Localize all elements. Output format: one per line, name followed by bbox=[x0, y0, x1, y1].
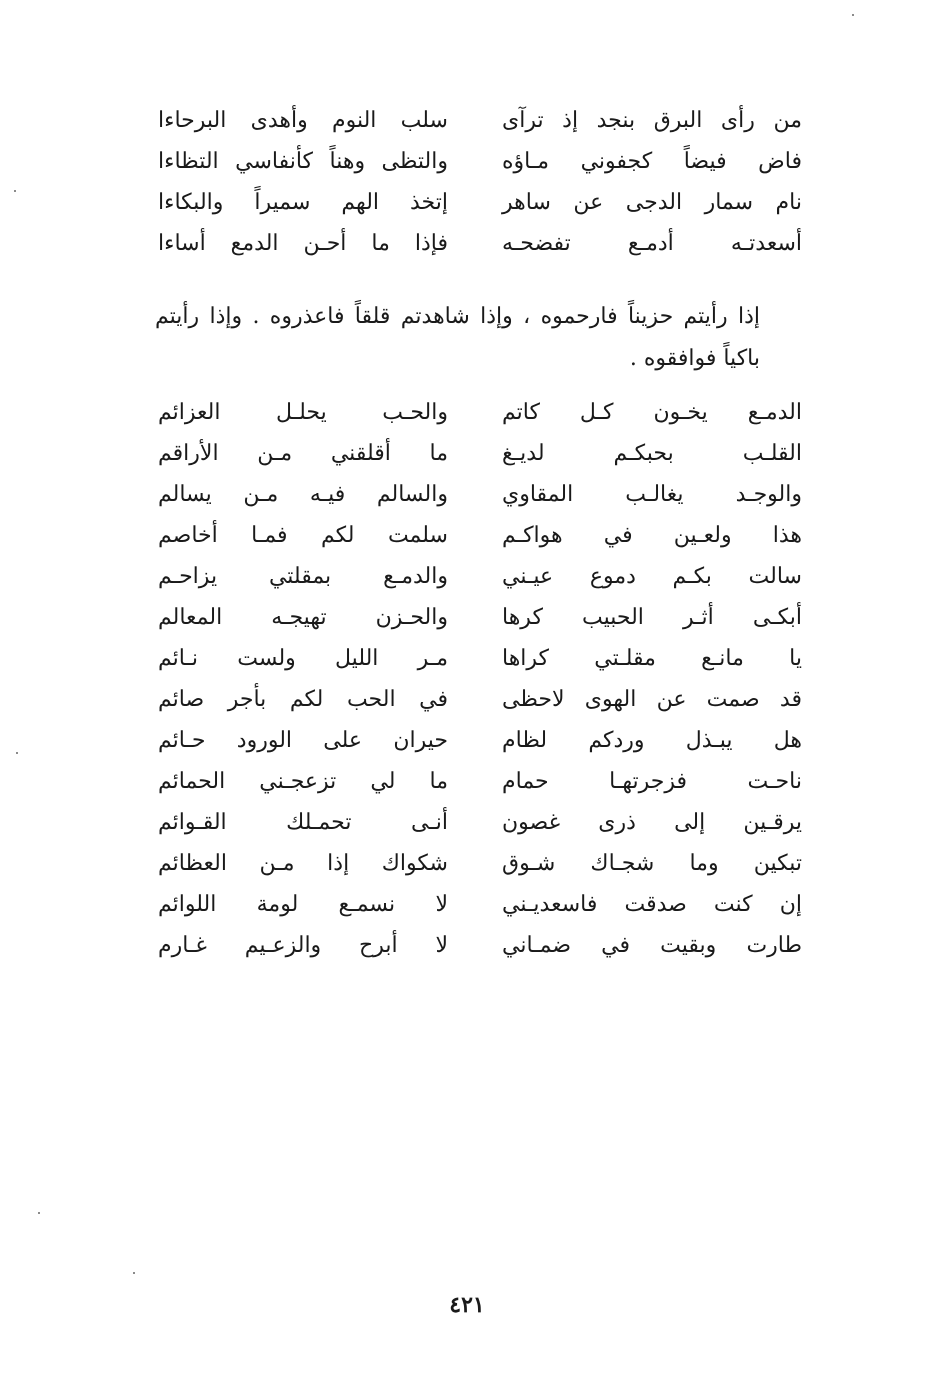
verse-second-hemistich: ما لي تزعجـني الحمائم bbox=[158, 769, 448, 794]
poem-verse bbox=[150, 100, 810, 141]
poem-verse bbox=[150, 925, 810, 966]
page-number: ٤٢١ bbox=[449, 1292, 485, 1318]
verse-first-hemistich: أبكـى أثـر الحبيب كرها bbox=[502, 605, 802, 630]
paper-speck bbox=[133, 1272, 135, 1274]
verse-second-hemistich: والحـزن تهيجـه المعالم bbox=[158, 605, 448, 630]
verse-first-hemistich: من رأى البرق بنجد إذ ترآى bbox=[502, 108, 802, 133]
paper-speck bbox=[16, 752, 18, 754]
verse-first-hemistich: تبكين وما شجـاك شـوق bbox=[502, 851, 802, 876]
verse-second-hemistich: فإذا ما أحـن الدمع أساءا bbox=[158, 231, 448, 256]
verse-second-hemistich: والحـب يحلـل العزائم bbox=[158, 400, 448, 425]
verse-second-hemistich: أنـى تحمـلك القـوائم bbox=[158, 810, 448, 835]
verse-first-hemistich: والوجـد يغالـب المقاوي bbox=[502, 482, 802, 507]
poem-verse bbox=[150, 597, 810, 638]
poem-verse bbox=[150, 556, 810, 597]
verse-first-hemistich: نام سمار الدجى عن ساهر bbox=[502, 190, 802, 215]
verse-first-hemistich: طارت وبقيت في ضمـاني bbox=[502, 933, 802, 958]
verse-second-hemistich: إتخذ الهم سميراً والبكاءا bbox=[158, 190, 448, 215]
poem-verse bbox=[150, 141, 810, 182]
poem-verse bbox=[150, 392, 810, 433]
verse-first-hemistich: فاض فيضاً كجفوني مـاؤه bbox=[502, 149, 802, 174]
verse-second-hemistich: لا نسمـع لومة اللوائم bbox=[158, 892, 448, 917]
poem-verse bbox=[150, 638, 810, 679]
paper-speck bbox=[38, 1212, 40, 1214]
poem-verse bbox=[150, 679, 810, 720]
poem-verse bbox=[150, 515, 810, 556]
poem-verse bbox=[150, 182, 810, 223]
verse-first-hemistich: يرقـين إلى ذرى غصون bbox=[502, 810, 802, 835]
paper-speck bbox=[14, 190, 16, 192]
verse-second-hemistich: سلمت لكم فمـا أخاصم bbox=[158, 523, 448, 548]
verse-first-hemistich: سالت بكـم دموع عيـني bbox=[502, 564, 802, 589]
poem-verse bbox=[150, 843, 810, 884]
verse-first-hemistich: قد صمت عن الهوى لاحظى bbox=[502, 687, 802, 712]
poem-verse bbox=[150, 720, 810, 761]
verse-second-hemistich: سلب النوم وأهدى البرحاءا bbox=[158, 108, 448, 133]
verse-second-hemistich: والدمـع بمقلتي يزاحـم bbox=[158, 564, 448, 589]
poem-verse bbox=[150, 884, 810, 925]
verse-first-hemistich: القلـب بحبكـم لديـغ bbox=[502, 441, 802, 466]
verse-first-hemistich: الدمـع يخـون كـل كاتم bbox=[502, 400, 802, 425]
verse-first-hemistich: إن كنت صدقت فاسعديـني bbox=[502, 892, 802, 917]
poem-stanza-1 bbox=[150, 100, 810, 264]
verse-second-hemistich: والتظى وهناً كأنفاسي التظاءا bbox=[158, 149, 448, 174]
verse-second-hemistich: في الحب لكم بأجر صائم bbox=[158, 687, 448, 712]
verse-first-hemistich: ناحـت فزجرتهـا حمام bbox=[502, 769, 802, 794]
verse-first-hemistich: هذا ولعـين في هواكـم bbox=[502, 523, 802, 548]
poem-verse bbox=[150, 802, 810, 843]
verse-second-hemistich: ما أقلقني مـن الأراقم bbox=[158, 441, 448, 466]
poem-verse bbox=[150, 433, 810, 474]
verse-first-hemistich: يا مانـع مقلـتي كراها bbox=[502, 646, 802, 671]
verse-second-hemistich: لا أبرح والزعـيم غـارم bbox=[158, 933, 448, 958]
poem-verse bbox=[150, 474, 810, 515]
poem-verse bbox=[150, 223, 810, 264]
prose-paragraph: إذا رأيتم حزيناً فارحموه ، وإذا شاهدتم قلقاً فاعذروه . وإذا رأيتم باكياً فوافقوه . bbox=[155, 304, 760, 371]
poem-verse bbox=[150, 761, 810, 802]
paper-speck bbox=[852, 14, 854, 16]
poem-stanza-2 bbox=[150, 392, 810, 966]
verse-second-hemistich: مـر الليل ولست نـائم bbox=[158, 646, 448, 671]
verse-second-hemistich: شكواك إذا مـن العظائم bbox=[158, 851, 448, 876]
verse-first-hemistich: هل يبـذل وردكم لظام bbox=[502, 728, 802, 753]
verse-second-hemistich: والسالم فيـه مـن يسالم bbox=[158, 482, 448, 507]
verse-first-hemistich: أسعدتـه أدمـع تفضحـه bbox=[502, 231, 802, 256]
verse-second-hemistich: حيران على الورود حـائم bbox=[158, 728, 448, 753]
